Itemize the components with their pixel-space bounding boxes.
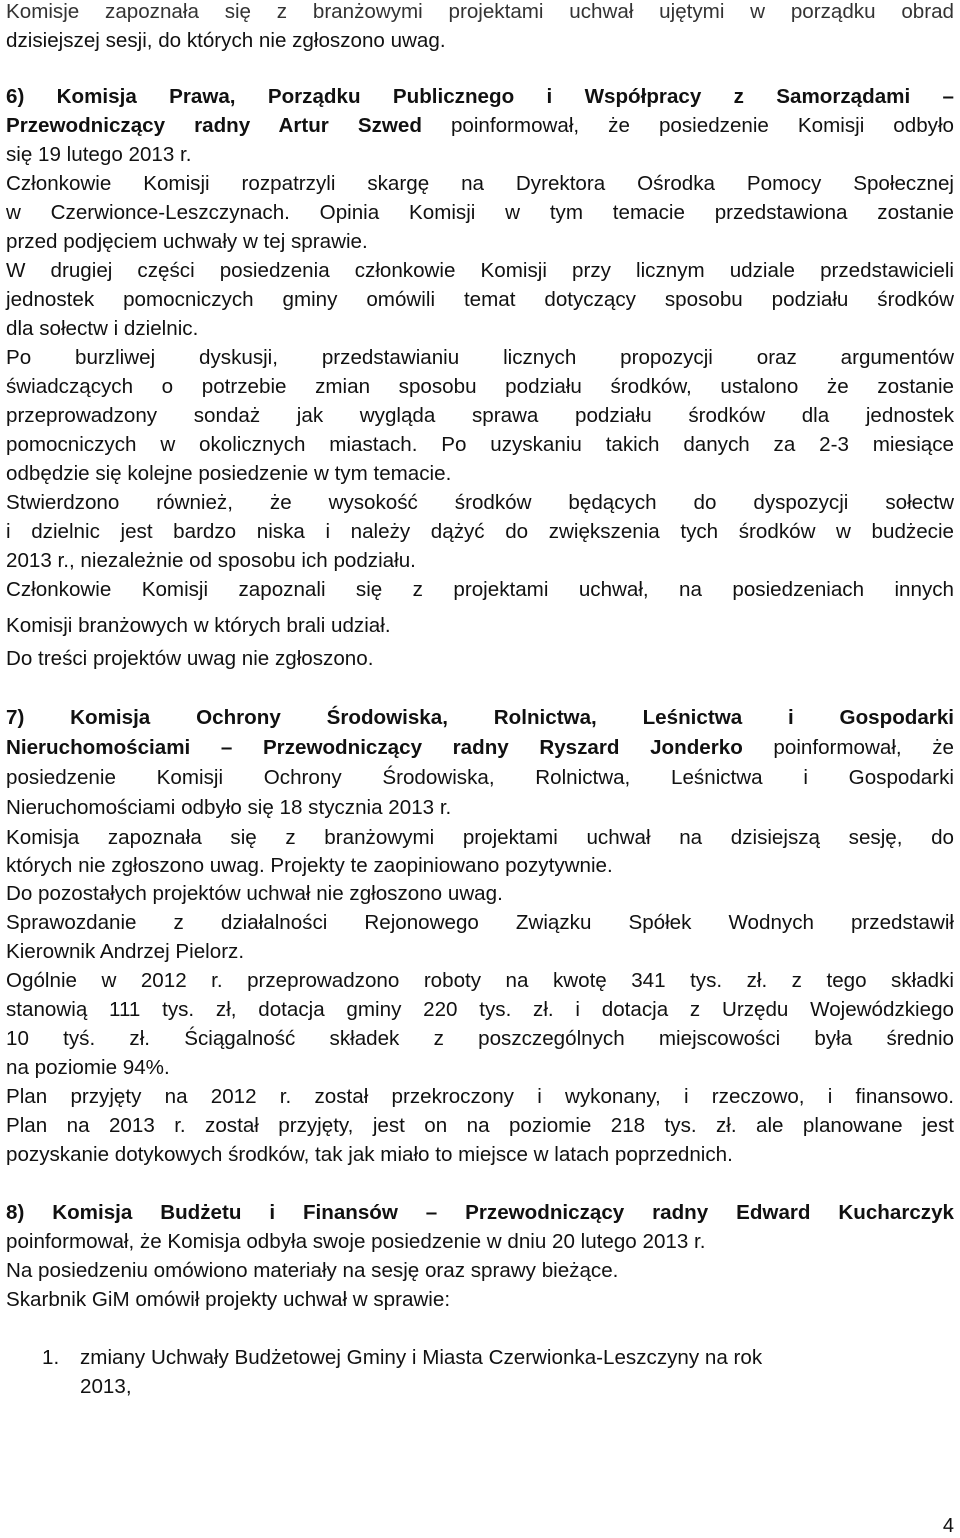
list-item-number: 1. — [42, 1346, 60, 1369]
text-line: W drugiej części posiedzenia członkowie Komisji przy licznym udziale przedstawicieli — [6, 259, 954, 282]
text-line: Przewodniczący radny Artur Szwed poinformował, że posiedzenie Komisji odbyło — [6, 114, 954, 137]
section-heading: 6) Komisja Prawa, Porządku Publicznego i Współpracy z Samorządami – — [6, 85, 954, 108]
text-line: Plan na 2013 r. został przyjęty, jest on na poziomie 218 tys. zł. ale planowane jest — [6, 1114, 954, 1137]
text-line: przeprowadzony sondaż jak wygląda sprawa podziału środków dla jednostek — [6, 404, 954, 427]
text-line: stanowią 111 tys. zł, dotacja gminy 220 tys. zł. i dotacja z Urzędu Wojewódzkiego — [6, 998, 954, 1021]
text-line: których nie zgłoszono uwag. Projekty te zaopiniowano pozytywnie. — [6, 854, 613, 877]
text-line: Do treści projektów uwag nie zgłoszono. — [6, 647, 374, 670]
text-line: na poziomie 94%. — [6, 1056, 170, 1079]
text-line: Sprawozdanie z działalności Rejonowego Związku Spółek Wodnych przedstawił — [6, 911, 954, 934]
text-line: i dzielnic jest bardzo niska i należy dążyć do zwiększenia tych środków w budżecie — [6, 520, 954, 543]
page-number: 4 — [942, 1515, 954, 1537]
text-line: w Czerwionce-Leszczynach. Opinia Komisji w tym temacie przedstawiona zostanie — [6, 201, 954, 224]
text-line: się 19 lutego 2013 r. — [6, 143, 192, 166]
text-line: Skarbnik GiM omówił projekty uchwał w sprawie: — [6, 1288, 451, 1311]
text-line: Nieruchomościami odbyło się 18 stycznia 2013 r. — [6, 796, 452, 819]
list-item: zmiany Uchwały Budżetowej Gminy i Miasta Czerwionka-Leszczyny na rok — [80, 1346, 763, 1369]
text-line: Stwierdzono również, że wysokość środków będących do dyspozycji sołectw — [6, 491, 954, 514]
text-line: dla sołectw i dzielnic. — [6, 317, 199, 340]
text-line: przed podjęciem uchwały w tej sprawie. — [6, 230, 368, 253]
list-item: 2013, — [80, 1375, 132, 1398]
text-line: Nieruchomościami – Przewodniczący radny Ryszard Jonderko poinformował, że — [6, 736, 954, 759]
text-line: pomocniczych w okolicznych miastach. Po uzyskaniu takich danych za 2-3 miesiące — [6, 433, 954, 456]
text-line: odbędzie się kolejne posiedzenie w tym temacie. — [6, 462, 452, 485]
section-heading: 8) Komisja Budżetu i Finansów – Przewodniczący radny Edward Kucharczyk — [6, 1201, 954, 1224]
text-line: Ogólnie w 2012 r. przeprowadzono roboty na kwotę 341 tys. zł. z tego składki — [6, 969, 954, 992]
text-line: Kierownik Andrzej Pielorz. — [6, 940, 245, 963]
text-line: 2013 r., niezależnie od sposobu ich podziału. — [6, 549, 416, 572]
text-line: Plan przyjęty na 2012 r. został przekroczony i wykonany, i rzeczowo, i finansowo. — [6, 1085, 954, 1108]
text-line: pozyskanie dotykowych środków, tak jak miało to miejsce w latach poprzednich. — [6, 1143, 733, 1166]
section-heading: 7) Komisja Ochrony Środowiska, Rolnictwa, Leśnictwa i Gospodarki — [6, 706, 954, 729]
text-line: 10 tyś. zł. Ściągalność składek z poszczególnych miejscowości była średnio — [6, 1027, 954, 1050]
text-line: posiedzenie Komisji Ochrony Środowiska, Rolnictwa, Leśnictwa i Gospodarki — [6, 766, 954, 789]
text-line: Komisji branżowych w których brali udział. — [6, 614, 391, 637]
text-line: Komisja zapoznała się z branżowymi projektami uchwał na dzisiejszą sesję, do — [6, 826, 954, 849]
text-line: Do pozostałych projektów uchwał nie zgłoszono uwag. — [6, 882, 503, 905]
text-line: Na posiedzeniu omówiono materiały na sesję oraz sprawy bieżące. — [6, 1259, 619, 1282]
text-line: jednostek pomocniczych gminy omówili temat dotyczący sposobu podziału środków — [6, 288, 954, 311]
text-line: Członkowie Komisji rozpatrzyli skargę na Dyrektora Ośrodka Pomocy Społecznej — [6, 172, 954, 195]
text-line: Członkowie Komisji zapoznali się z projektami uchwał, na posiedzeniach innych — [6, 578, 954, 601]
text-line: dzisiejszej sesji, do których nie zgłoszono uwag. — [6, 29, 446, 52]
text-line: Komisje zapoznała się z branżowymi projektami uchwał ujętymi w porządku obrad — [6, 0, 954, 23]
text-line: świadczących o potrzebie zmian sposobu podziału środków, ustalono że zostanie — [6, 375, 954, 398]
text-line: poinformował, że Komisja odbyła swoje posiedzenie w dniu 20 lutego 2013 r. — [6, 1230, 706, 1253]
text-line: Po burzliwej dyskusji, przedstawianiu licznych propozycji oraz argumentów — [6, 346, 954, 369]
